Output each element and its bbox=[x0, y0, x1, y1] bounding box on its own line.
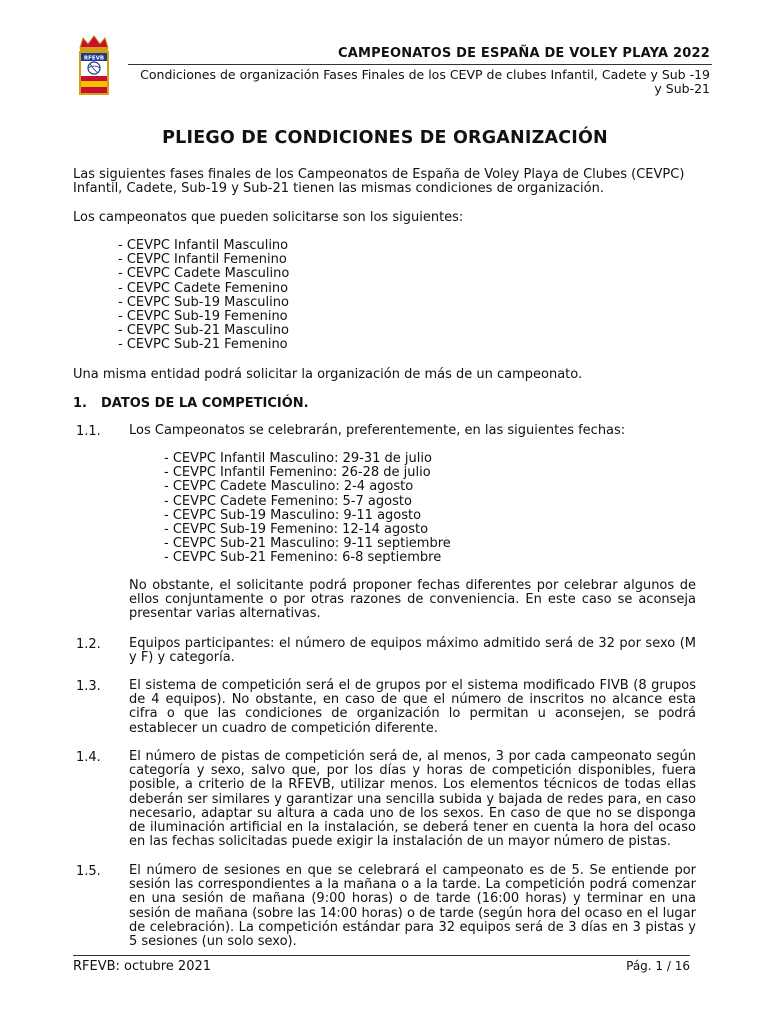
entidad-paragraph: Una misma entidad podrá solicitar la organización de más de un campeonato. bbox=[73, 367, 583, 382]
page-number: Pág. 1 / 16 bbox=[626, 959, 690, 973]
clause-number: 1.4. bbox=[76, 750, 101, 765]
header-subtitle: Condiciones de organización Fases Finales de los CEVP de clubes Infantil, Cadete y Sub -19 y Sub-21 bbox=[140, 67, 710, 96]
clause-item bbox=[76, 750, 696, 849]
list-item: - CEVPC Sub-19 Femenino: 12-14 agosto bbox=[164, 522, 429, 538]
campeonatos-list bbox=[118, 239, 289, 353]
list-item: - CEVPC Infantil Masculino: 29-31 de julio bbox=[164, 451, 432, 466]
clause-item bbox=[76, 424, 696, 438]
clause-text: El número de pistas de competición será de, al menos, 3 por cada campeonato según categoría y sexo, salvo que, por los días y horas de competición disponibles, fuera posible, a criterio de la RFEVB, utilizar menos. Los elementos técnicos de todas ellas deberán ser similares y garantizar una sencilla subida y bajada de redes para, en caso necesario, adaptar su altura a cada uno de los sexos. En caso de que no se disponga de iluminación artificial en la instalación, se deberá tener en cuenta la hora del ocaso en las fechas solicitadas puede exigir la instalación de un mayor número de pistas. bbox=[129, 749, 696, 850]
header-divider bbox=[128, 64, 712, 65]
document-title: PLIEGO DE CONDICIONES DE ORGANIZACIÓN bbox=[162, 128, 608, 148]
clause-item bbox=[76, 679, 696, 736]
clause-text: Los Campeonatos se celebrarán, preferentemente, en las siguientes fechas: bbox=[129, 423, 626, 438]
clause-text: Equipos participantes: el número de equipos máximo admitido será de 32 por sexo (M y F) y categoría. bbox=[129, 636, 696, 666]
intro-paragraph: Las siguientes fases finales de los Campeonatos de España de Voley Playa de Clubes (CEVPC) Infantil, Cadete, Sub-19 y Sub-21 tienen las mismas condiciones de organización. bbox=[73, 167, 685, 197]
clause-text: El sistema de competición será el de grupos por el sistema modificado FIVB (8 grupos de 4 equipos). No obstante, en caso de que el número de inscritos no alcance esta cifra o que las condiciones de organización lo permitan u aconsejen, se podrá establecer un cuadro de competición diferente. bbox=[129, 678, 696, 736]
list-item: - CEVPC Sub-19 Femenino bbox=[118, 309, 288, 325]
list-item: - CEVPC Cadete Masculino bbox=[118, 266, 290, 282]
list-item: - CEVPC Cadete Femenino bbox=[118, 280, 289, 296]
list-item: - CEVPC Cadete Femenino: 5-7 agosto bbox=[164, 493, 412, 509]
list-item: - CEVPC Sub-19 Masculino: 9-11 agosto bbox=[164, 507, 422, 523]
clause-number: 1.1. bbox=[76, 424, 101, 439]
list-item: - CEVPC Infantil Femenino bbox=[118, 252, 287, 268]
list-item: - CEVPC Sub-21 Femenino bbox=[118, 337, 288, 353]
campeonatos-intro: Los campeonatos que pueden solicitarse son los siguientes: bbox=[73, 210, 464, 225]
clause-number: 1.5. bbox=[76, 864, 101, 879]
section-title: DATOS DE LA COMPETICIÓN. bbox=[101, 396, 309, 411]
list-item: - CEVPC Sub-21 Masculino: 9-11 septiembre bbox=[164, 536, 451, 552]
list-item: - CEVPC Sub-21 Femenino: 6-8 septiembre bbox=[164, 550, 442, 566]
footer-date: RFEVB: octubre 2021 bbox=[73, 959, 212, 974]
list-item: - CEVPC Sub-21 Masculino bbox=[118, 323, 289, 339]
list-item: - CEVPC Infantil Femenino: 26-28 de julio bbox=[164, 465, 431, 481]
list-item: - CEVPC Cadete Masculino: 2-4 agosto bbox=[164, 479, 414, 495]
footer-divider bbox=[73, 955, 690, 956]
fechas-note: No obstante, el solicitante podrá proponer fechas diferentes por celebrar algunos de ellos conjuntamente o por otras razones de conveniencia. En este caso se aconseja presentar varias alternativas. bbox=[129, 578, 696, 622]
logo-text: RFEVB bbox=[83, 55, 105, 62]
header-title: CAMPEONATOS DE ESPAÑA DE VOLEY PLAYA 2022 bbox=[338, 46, 710, 61]
section-heading bbox=[73, 396, 309, 411]
list-item: - CEVPC Infantil Masculino bbox=[118, 238, 289, 253]
fechas-list bbox=[164, 452, 451, 566]
section-number: 1. bbox=[73, 396, 87, 411]
list-item: - CEVPC Sub-19 Masculino bbox=[118, 294, 289, 310]
clause-text: El número de sesiones en que se celebrará el campeonato es de 5. Se entiende por sesión las correspondientes a la mañana o a la tarde. La competición podrá comenzar en una sesión de mañana (9:00 horas) o de tarde (16:00 horas) y terminar en una sesión de mañana (sobre las 14:00 horas) o de tarde (según hora del ocaso en el lugar de celebración). La competición estándar para 32 equipos será de 3 días en 3 pistas y 5 sesiones (un solo sexo). bbox=[129, 863, 696, 950]
clause-number: 1.2. bbox=[76, 637, 101, 652]
clause-item bbox=[76, 637, 696, 665]
clause-number: 1.3. bbox=[76, 679, 101, 694]
clause-item bbox=[76, 864, 696, 949]
rfevb-logo bbox=[74, 34, 114, 98]
